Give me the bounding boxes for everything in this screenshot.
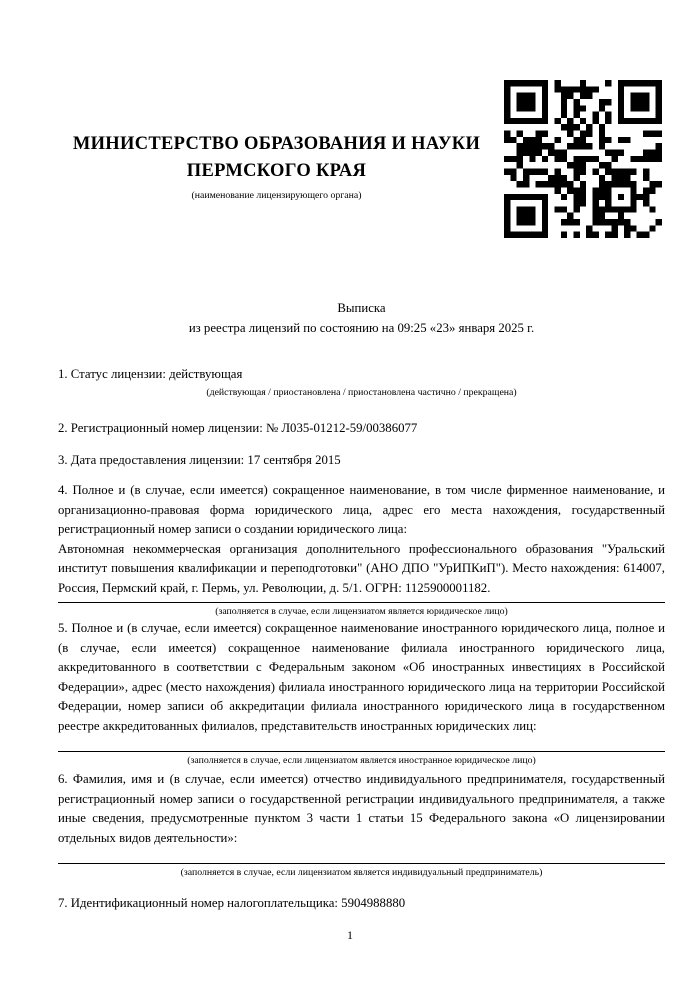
legal-entity-label: 4. Полное и (в случае, если имеется) сокращенное наименование, в том числе фирменное наименование, и организационно-правовая форма юридического лица, адрес его места нахождения, государственный регистрационный номер записи о создании юридического лица: <box>58 483 665 536</box>
divider-line <box>58 751 665 752</box>
individual-entrepreneur-label: 6. Фамилия, имя и (в случае, если имеется) отчество индивидуального предпринимателя, государственный регистрационный номер записи о государственной регистрации индивидуального предпринимателя, а также иные сведения, предусмотренные пунктом 3 части 1 статьи 15 Федерального закона «О лицензировании отдельных видов деятельности»: <box>58 772 665 845</box>
legal-entity-caption: (заполняется в случае, если лицензиатом является юридическое лицо) <box>215 606 508 617</box>
divider-line <box>58 863 665 864</box>
field-individual-entrepreneur <box>58 770 665 879</box>
licensing-authority-name: МИНИСТЕРСТВО ОБРАЗОВАНИЯ И НАУКИ ПЕРМСКОГО КРАЯ <box>72 134 481 181</box>
field-foreign-entity <box>58 619 665 767</box>
divider-line <box>58 602 665 603</box>
document-title-line1: Выписка <box>337 301 386 315</box>
page-number: 1 <box>347 928 353 942</box>
document-title <box>58 298 665 338</box>
individual-entrepreneur-caption: (заполняется в случае, если лицензиатом является индивидуальный предприниматель) <box>180 867 543 878</box>
field-legal-entity <box>58 481 665 618</box>
licensing-authority-caption: (наименование лицензирующего органа) <box>191 190 362 201</box>
foreign-entity-label: 5. Полное и (в случае, если имеется) сокращенное наименование иностранного юридического лица, полное и (в случае, если имеется) сокращенное наименование филиала иностранного юридического лица, аккредитованного в соответствии с Федеральным законом «Об иностранных инвестициях в Российской Федерации», адрес (место нахождения) филиала иностранного юридического лица на территории Российской Федерации, номер записи об аккредитации филиала иностранного юридического лица в государственном реестре аккредитованных филиалов, представительств иностранных юридических лиц: <box>58 621 665 733</box>
license-status-text: 1. Статус лицензии: действующая <box>58 367 243 381</box>
legal-entity-value: Автономная некоммерческая организация дополнительного профессионального образования "Уральский институт повышения квалификации и переподготовки" (АНО ДПО "УрИПКиП"). Место нахождения: 614007, Россия, Пермский край, г. Пермь, ул. Революции, д. 5/1. ОГРН: 1125900001182. <box>58 541 665 595</box>
field-license-date <box>58 451 665 470</box>
individual-entrepreneur-blank-value <box>58 848 665 859</box>
taxpayer-number-text: 7. Идентификационный номер налогоплательщика: 5904988880 <box>58 896 406 910</box>
foreign-entity-caption: (заполняется в случае, если лицензиатом является иностранное юридическое лицо) <box>187 755 536 766</box>
license-status-caption: (действующая / приостановлена / приостановлена частично / прекращена) <box>206 387 517 398</box>
document-title-line2: из реестра лицензий по состоянию на 09:25 «23» января 2025 г. <box>188 321 535 335</box>
field-registration-number <box>58 419 665 438</box>
licensing-authority-header <box>58 131 495 202</box>
field-taxpayer-number <box>58 894 665 913</box>
field-license-status <box>58 365 665 399</box>
foreign-entity-blank-value <box>58 736 665 747</box>
license-date-text: 3. Дата предоставления лицензии: 17 сентября 2015 <box>58 453 341 467</box>
registration-number-text: 2. Регистрационный номер лицензии: № Л035-01212-59/00386077 <box>58 421 418 435</box>
qr-code-icon <box>504 80 662 238</box>
